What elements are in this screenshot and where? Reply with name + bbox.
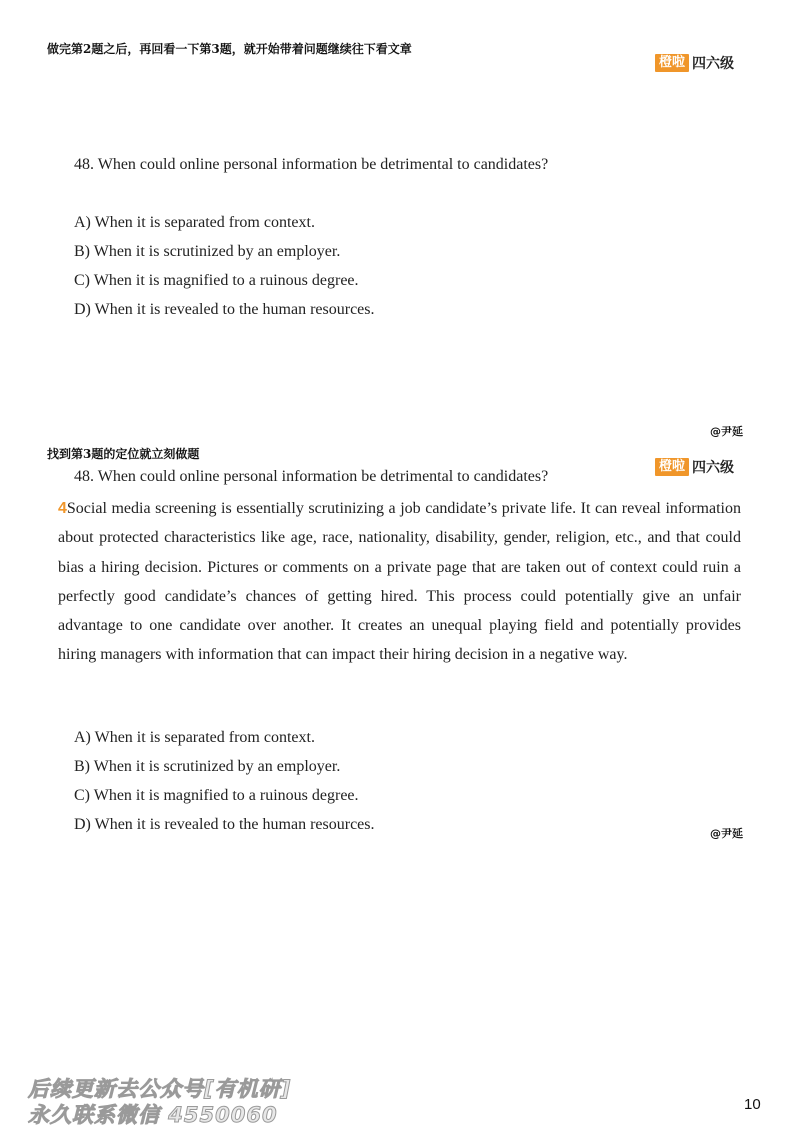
paragraph-number: 4 [58,500,67,517]
option-c: C) When it is magnified to a ruinous degree. [74,272,359,289]
brand-logo-text: 橙啦 [655,54,689,72]
option-c: C) When it is magnified to a ruinous degree. [74,787,359,804]
watermark-line-1: 后续更新去公众号[有机研] [28,1077,292,1101]
author-credit-1: @尹延 [710,425,743,438]
brand-badge-2 [655,457,734,477]
option-d: D) When it is revealed to the human resources. [74,301,375,318]
option-b: B) When it is scrutinized by an employer. [74,758,341,775]
passage-text: Social media screening is essentially scrutinizing a job candidate’s private life. It can reveal information about protected characteristics like age, race, nationality, disability, gender, religion, etc., and that could bias a hiring decision. Pictures or comments on a private page that are taken out of context could ruin a perfectly good candidate’s chances of getting hired. This process could potentially give an unfair advantage to one candidate over another. It creates an unequal playing field and potentially provides hiring managers with information that can impact their hiring decision in a negative way. [58,500,741,664]
watermark [28,1076,291,1128]
question-48-repeat: 48. When could online personal information be detrimental to candidates? [74,468,549,485]
option-d: D) When it is revealed to the human resources. [74,816,375,833]
option-a: A) When it is separated from context. [74,214,315,231]
instruction-hint-2: 找到第3题的定位就立刻做题 [47,447,200,461]
question-48: 48. When could online personal information be detrimental to candidates? [74,156,549,173]
page-number: 10 [744,1096,761,1113]
option-b: B) When it is scrutinized by an employer. [74,243,341,260]
author-credit-2: @尹延 [710,827,743,840]
instruction-hint-1: 做完第2题之后，再回看一下第3题，就开始带着问题继续往下看文章 [47,42,412,56]
exam-level-label: 四六级 [692,460,735,476]
exam-level-label: 四六级 [692,56,735,72]
brand-logo-text: 橙啦 [655,458,689,476]
watermark-line-2: 永久联系微信 4550060 [28,1103,278,1127]
option-a: A) When it is separated from context. [74,729,315,746]
passage-paragraph [58,494,741,670]
brand-badge-1 [655,53,734,73]
